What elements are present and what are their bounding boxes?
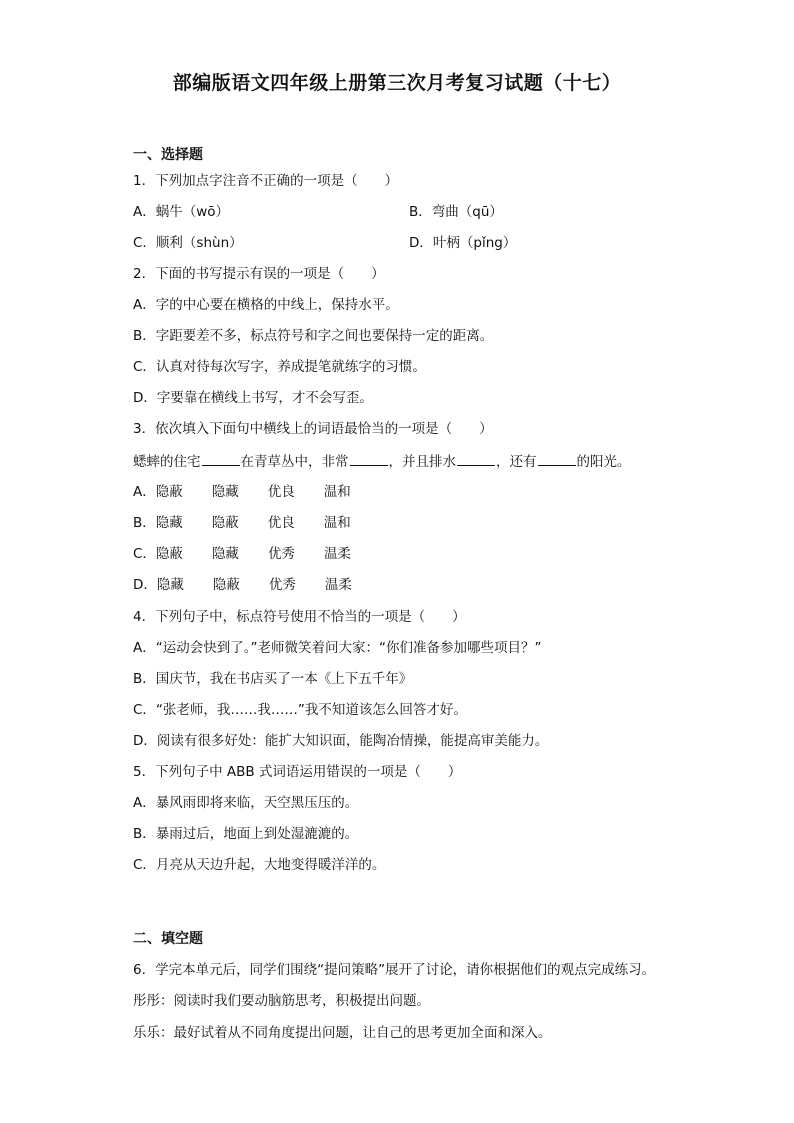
q3-sentence-part: ，并且排水 bbox=[388, 454, 456, 470]
q2-option-c: C．认真对待每次写字，养成提笔就练字的习惯。 bbox=[133, 359, 426, 375]
q3-blank[interactable] bbox=[457, 452, 495, 466]
q5-option-a: A．暴风雨即将来临，天空黑压压的。 bbox=[133, 795, 359, 811]
q3-sentence-part: 蟋蟀的住宅 bbox=[133, 454, 201, 470]
q3-option-d bbox=[133, 576, 381, 594]
option-word: 优良 bbox=[267, 484, 295, 500]
q2-option-d: D．字要靠在横线上书写，才不会写歪。 bbox=[133, 390, 373, 406]
q1-option-c: C．顺利（shùn） bbox=[133, 235, 243, 251]
option-word: 隐蔽 bbox=[212, 577, 240, 593]
q3-option-b bbox=[133, 514, 380, 532]
q5-stem: 5．下列句子中 ABB 式词语运用错误的一项是（ ） bbox=[133, 764, 462, 780]
option-word: 隐蔽 bbox=[155, 484, 183, 500]
option-word: 温柔 bbox=[324, 577, 352, 593]
q5-option-b: B．暴雨过后，地面上到处湿漉漉的。 bbox=[133, 826, 359, 842]
option-word: 温和 bbox=[323, 484, 351, 500]
q4-option-a: A．“运动会快到了。”老师微笑着问大家：“你们准备参加哪些项目？” bbox=[133, 640, 542, 656]
q3-option-a bbox=[133, 483, 380, 501]
option-word: 温柔 bbox=[323, 546, 351, 562]
q3-blank[interactable] bbox=[202, 452, 240, 466]
option-word: 优良 bbox=[267, 515, 295, 531]
q4-option-b: B．国庆节，我在书店买了一本《上下五千年》 bbox=[133, 671, 413, 687]
q1-option-b: B．弯曲（qū） bbox=[409, 204, 503, 220]
option-label: A． bbox=[133, 484, 156, 500]
page-title: 部编版语文四年级上册第三次月考复习试题（十七） bbox=[172, 72, 622, 94]
q2-option-b: B．字距要差不多，标点符号和字之间也要保持一定的距离。 bbox=[133, 328, 494, 344]
section-fill-heading: 二、填空题 bbox=[133, 931, 203, 947]
q4-option-c: C．“张老师，我……我……”我不知道该怎么回答才好。 bbox=[133, 702, 467, 718]
q1-option-a: A．蜗牛（wō） bbox=[133, 204, 230, 220]
option-word: 隐藏 bbox=[211, 546, 239, 562]
q3-sentence-part: 的阳光。 bbox=[576, 454, 631, 470]
q2-option-a: A．字的中心要在横格的中线上，保持水平。 bbox=[133, 297, 399, 313]
q6-stem: 6．学完本单元后，同学们围绕“提问策略”展开了讨论，请你根据他们的观点完成练习。 bbox=[133, 962, 656, 978]
option-word: 隐藏 bbox=[156, 577, 184, 593]
option-word: 隐藏 bbox=[211, 484, 239, 500]
q3-blank[interactable] bbox=[538, 452, 576, 466]
option-label: D． bbox=[133, 577, 157, 593]
option-word: 隐藏 bbox=[155, 515, 183, 531]
option-word: 隐蔽 bbox=[211, 515, 239, 531]
q3-option-c bbox=[133, 545, 380, 563]
q4-option-d: D．阅读有很多好处：能扩大知识面，能陶冶情操，能提高审美能力。 bbox=[133, 733, 549, 749]
q6-line-1: 彤彤：阅读时我们要动脑筋思考，积极提出问题。 bbox=[133, 993, 430, 1009]
q1-stem: 1．下列加点字注音不正确的一项是（ ） bbox=[133, 173, 399, 189]
option-word: 隐蔽 bbox=[155, 546, 183, 562]
section-choice-heading: 一、选择题 bbox=[133, 147, 203, 163]
q3-sentence-part: ，还有 bbox=[496, 454, 537, 470]
option-word: 优秀 bbox=[267, 546, 295, 562]
q2-stem: 2．下面的书写提示有误的一项是（ ） bbox=[133, 266, 385, 282]
option-label: B． bbox=[133, 515, 156, 531]
q3-blank[interactable] bbox=[350, 452, 388, 466]
q5-option-c: C．月亮从天边升起，大地变得暖洋洋的。 bbox=[133, 857, 386, 873]
q3-sentence bbox=[133, 452, 631, 471]
option-word: 优秀 bbox=[268, 577, 296, 593]
q3-stem: 3．依次填入下面句中横线上的词语最恰当的一项是（ ） bbox=[133, 421, 493, 437]
q6-line-2: 乐乐：最好试着从不同角度提出问题，让自己的思考更加全面和深入。 bbox=[133, 1025, 552, 1041]
option-label: C． bbox=[133, 546, 156, 562]
q3-sentence-part: 在青草丛中，非常 bbox=[240, 454, 349, 470]
q4-stem: 4．下列句子中，标点符号使用不恰当的一项是（ ） bbox=[133, 609, 466, 625]
option-word: 温和 bbox=[323, 515, 351, 531]
q1-option-d: D．叶柄（pǐng） bbox=[409, 235, 517, 251]
